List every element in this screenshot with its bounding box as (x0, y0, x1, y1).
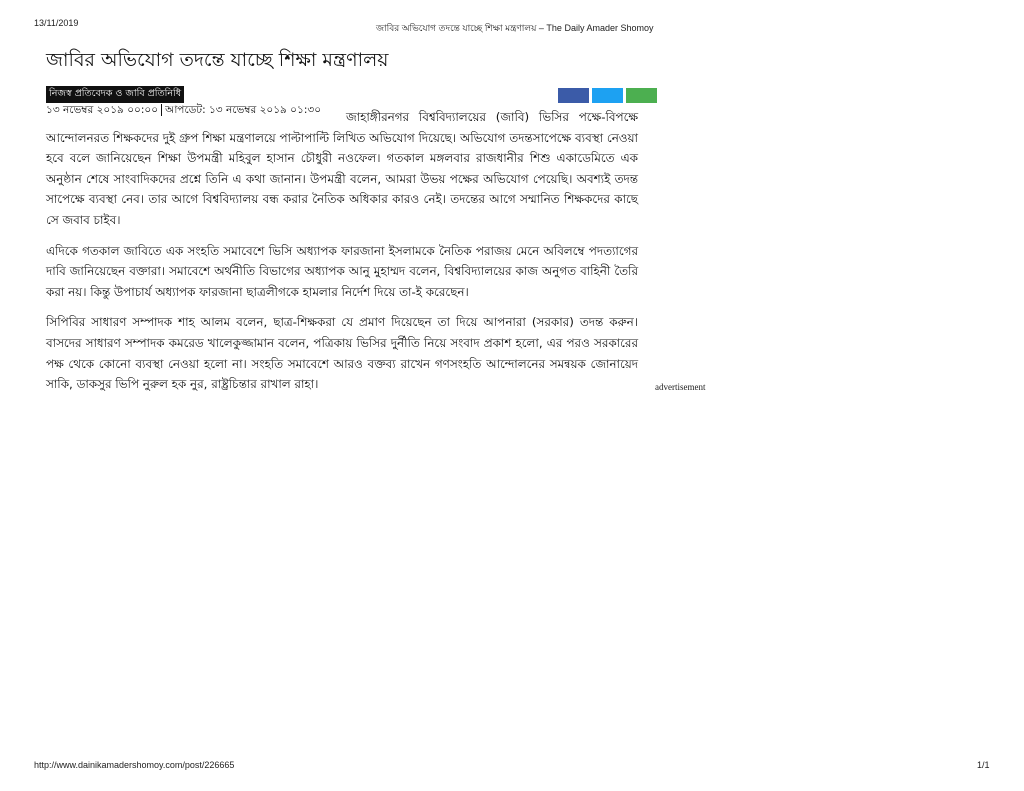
article-author[interactable]: নিজস্ব প্রতিবেদক ও জাবি প্রতিনিধি (46, 86, 184, 103)
print-date: 13/11/2019 (34, 18, 79, 28)
article-paragraph: সিপিবির সাধারণ সম্পাদক শাহ আলম বলেন, ছাত্র-শিক্ষকরা যে প্রমাণ দিয়েছেন তা দিয়ে আপনারা (সরকার) তদন্ত করুন। বাসদের সাধারণ সম্পাদক কমরেড খালেকুজ্জামান বলেন, পত্রিকায় ভিসির দুর্নীতি নিয়ে সংবাদ প্রকাশ হলো, এর পরও সরকারের পক্ষ থেকে কোনো ব্যবস্থা নেওয়া হলো না। সংহতি সমাবেশে আরও বক্তব্য রাখেন গণসংহতি আন্দোলনের সমন্বয়ক জোনায়েদ সাকি, ডাকসুর ভিপি নুরুল হক নুর, রাষ্ট্রচিন্তার রাখাল রাহা। (46, 315, 638, 392)
share-button[interactable] (626, 88, 657, 103)
published-date: ১৩ নভেম্বর ২০১৯ ০০:০০ (46, 104, 159, 116)
print-url: http://www.dainikamadershomoy.com/post/226665 (34, 760, 235, 770)
article-paragraph: এদিকে গতকাল জাবিতে এক সংহতি সমাবেশে ভিসি অধ্যাপক ফারজানা ইসলামকে নৈতিক পরাজয় মেনে অবিলম্বে পদত্যাগের দাবি জানিয়েছেন বক্তারা। সমাবেশে অর্থনীতি বিভাগের অধ্যাপক আনু মুহাম্মদ বলেন, বিশ্ববিদ্যালয়ের কাজ অনুগত বাহিনী তৈরি করা নয়। কিন্তু উপাচার্য অধ্যাপক ফারজানা ছাত্রলীগকে হামলার নির্দেশ দিয়ে তা-ই করেছেন। (46, 243, 638, 299)
updated-date: আপডেট: ১৩ নভেম্বর ২০১৯ ০১:৩০ (165, 104, 322, 116)
article-paragraph: জাহাঙ্গীরনগর বিশ্ববিদ্যালয়ের (জাবি) ভিসির পক্ষে-বিপক্ষে আন্দোলনরত শিক্ষকদের দুই গ্রুপ শিক্ষা মন্ত্রণালয়ে পাল্টাপাল্টি লিখিত অভিযোগ দিয়েছে। অভিযোগ তদন্তসাপেক্ষে ব্যবস্থা নেওয়া হবে বলে জানিয়েছেন শিক্ষা উপমন্ত্রী মহিবুল হাসান চৌধুরী নওফেল। গতকাল মঙ্গলবার রাজধানীর শিশু একাডেমিতে এক অনুষ্ঠান শেষে সাংবাদিকদের প্রশ্নে তিনি এ কথা জানান। উপমন্ত্রী বলেন, আমরা উভয় পক্ষের অভিযোগ পেয়েছি। অবশ্যই তদন্ত সাপেক্ষে ব্যবস্থা নেব। তার আগে বিশ্ববিদ্যালয় বন্ধ করার নৈতিক অধিকার কারও নেই। তদন্তের আগে সম্মানিত শিক্ষকদের কাছে সে জবাব চাইব। (46, 110, 638, 227)
article-body (46, 107, 638, 405)
advertisement-label: advertisement (655, 382, 706, 392)
print-page-number: 1/1 (977, 760, 990, 770)
print-page-title: জাবির অভিযোগ তদন্তে যাচ্ছে শিক্ষা মন্ত্রণালয় – The Daily Amader Shomoy (376, 23, 654, 33)
share-buttons (558, 88, 657, 103)
facebook-share-button[interactable] (558, 88, 589, 103)
article-headline: জাবির অভিযোগ তদন্তে যাচ্ছে শিক্ষা মন্ত্রণালয় (46, 49, 389, 71)
twitter-share-button[interactable] (592, 88, 623, 103)
